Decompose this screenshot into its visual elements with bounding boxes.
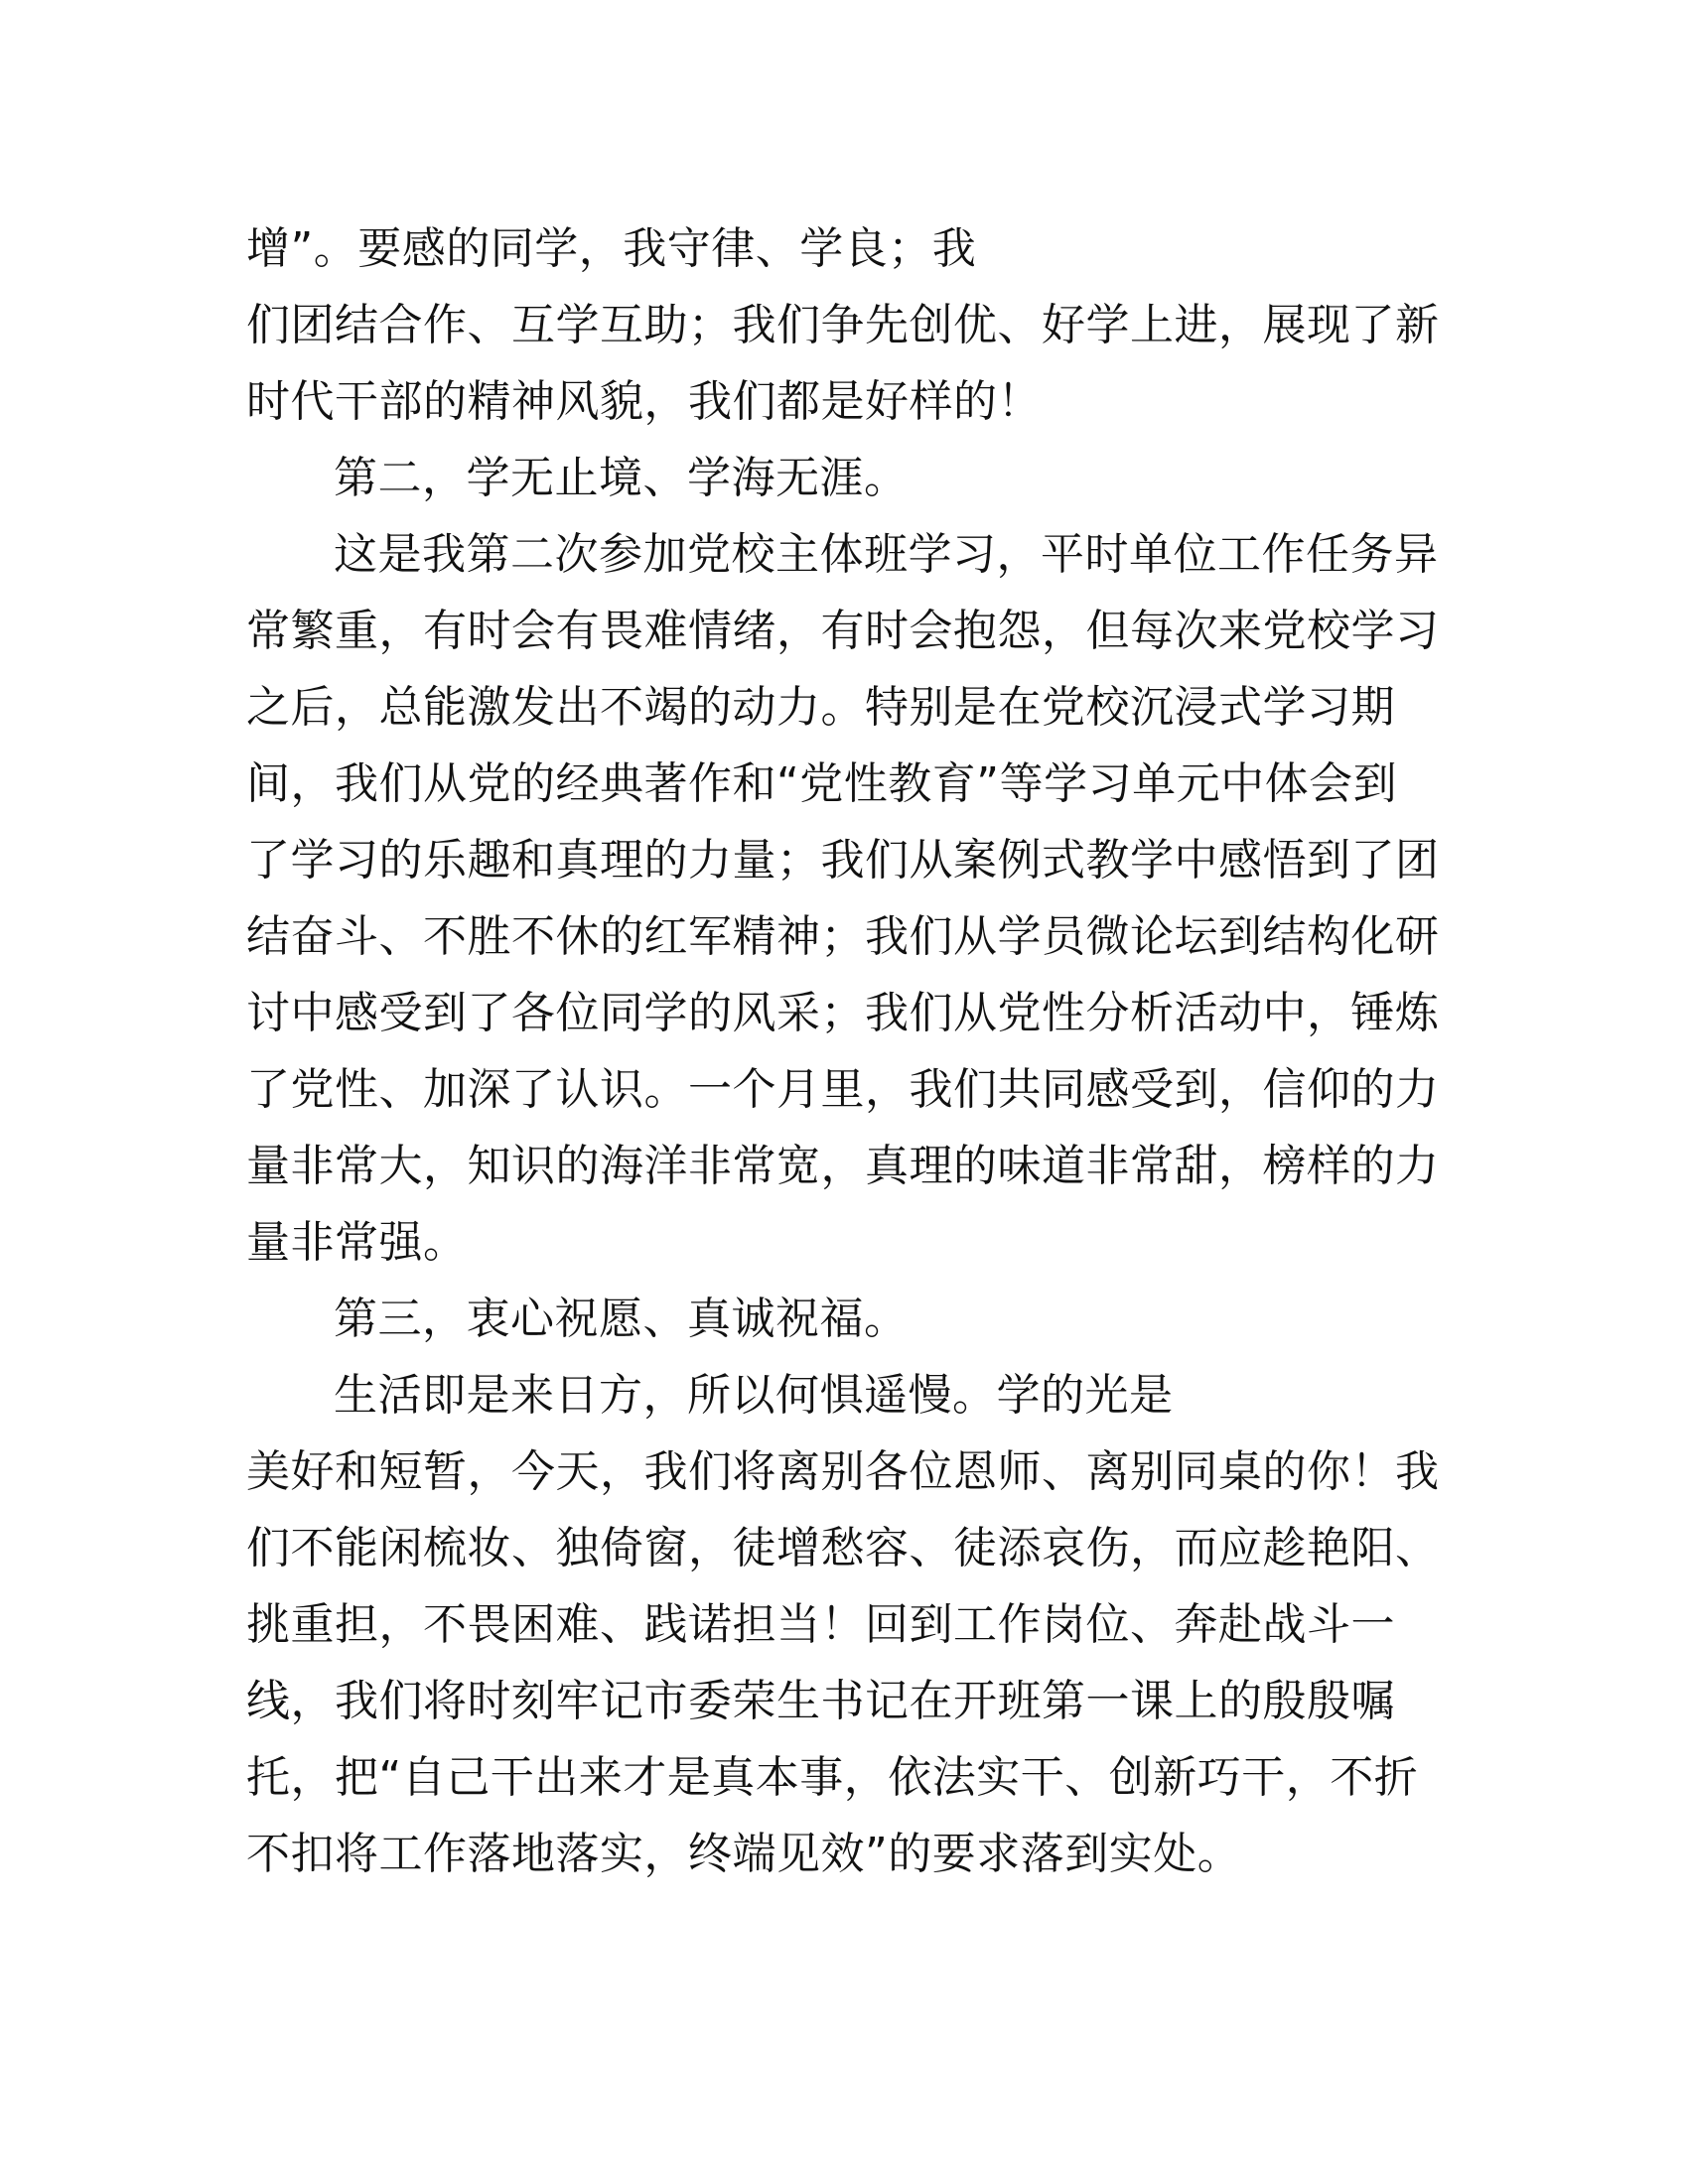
paragraph-line: 挑重担，不畏困难、践诺担当！回到工作岗位、奔赴战斗一 bbox=[246, 1599, 1395, 1650]
paragraph-line: 增”。要感的同学，我守律、学良；我 bbox=[246, 223, 977, 274]
paragraph-line: 生活即是来日方，所以何惧遥慢。学的光是 bbox=[334, 1370, 1174, 1421]
paragraph-line: 讨中感受到了各位同学的风采；我们从党性分析活动中，锤炼 bbox=[246, 988, 1440, 1038]
paragraph-line: 结奋斗、不胜不休的红军精神；我们从学员微论坛到结构化研 bbox=[246, 911, 1440, 962]
paragraph-line: 时代干部的精神风貌，我们都是好样的！ bbox=[246, 376, 1042, 427]
paragraph-line: 美好和短暂，今天，我们将离别各位恩师、离别同桌的你！我 bbox=[246, 1446, 1440, 1497]
paragraph-line: 间，我们从党的经典著作和“党性教育”等学习单元中体会到 bbox=[246, 758, 1398, 809]
paragraph-line: 了党性、加深了认识。一个月里，我们共同感受到，信仰的力 bbox=[246, 1064, 1440, 1115]
paragraph-line: 之后，总能激发出不竭的动力。特别是在党校沉浸式学习期 bbox=[246, 682, 1395, 733]
document-body bbox=[246, 210, 1438, 1892]
paragraph-line: 们不能闲梳妆、独倚窗，徒增愁容、徒添哀伤，而应趁艳阳、 bbox=[246, 1523, 1440, 1573]
paragraph-line: 量非常强。 bbox=[246, 1217, 468, 1268]
section-heading: 第二，学无止境、学海无涯。 bbox=[334, 453, 909, 503]
paragraph-line: 托，把“自己干出来才是真本事，依法实干、创新巧干，不折 bbox=[246, 1752, 1419, 1803]
paragraph-line: 不扣将工作落地落实，终端见效”的要求落到实处。 bbox=[246, 1829, 1242, 1879]
paragraph-line: 了学习的乐趣和真理的力量；我们从案例式教学中感悟到了团 bbox=[246, 835, 1440, 886]
paragraph-line: 量非常大，知识的海洋非常宽，真理的味道非常甜，榜样的力 bbox=[246, 1141, 1440, 1191]
paragraph-line: 们团结合作、互学互助；我们争先创优、好学上进，展现了新 bbox=[246, 300, 1440, 350]
section-heading: 第三，衷心祝愿、真诚祝福。 bbox=[334, 1294, 909, 1344]
paragraph-line: 这是我第二次参加党校主体班学习，平时单位工作任务异 bbox=[334, 529, 1439, 580]
paragraph-line: 常繁重，有时会有畏难情绪，有时会抱怨，但每次来党校学习 bbox=[246, 606, 1440, 656]
paragraph-line: 线，我们将时刻牢记市委荣生书记在开班第一课上的殷殷嘱 bbox=[246, 1676, 1395, 1726]
